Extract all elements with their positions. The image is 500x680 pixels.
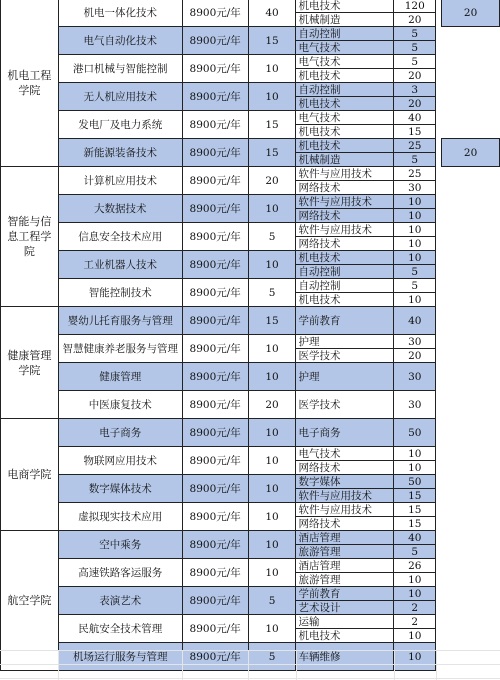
sub-count-cell[interactable]: 10 — [394, 447, 436, 461]
blank-cell — [442, 419, 500, 447]
sub-major-cell[interactable]: 网络技术 — [296, 237, 394, 251]
blank-cell — [442, 391, 500, 419]
tuition-fee-cell[interactable]: 8900元/年 — [182, 615, 248, 643]
sub-count-cell[interactable]: 20 — [394, 349, 436, 363]
sub-count-cell[interactable]: 15 — [394, 517, 436, 531]
plan-count-cell[interactable]: 10 — [248, 559, 296, 587]
sub-major-cell[interactable]: 自动控制 — [296, 27, 394, 41]
sub-major-cell[interactable]: 旅游管理 — [296, 573, 394, 587]
blank-cell — [442, 167, 500, 181]
plan-count-cell[interactable]: 10 — [248, 503, 296, 531]
sub-count-cell[interactable]: 15 — [394, 489, 436, 503]
table-row — [1, 503, 500, 517]
sub-major-cell[interactable]: 车辆维修 — [296, 643, 394, 671]
sub-major-cell[interactable]: 电气技术 — [296, 41, 394, 55]
sub-count-cell[interactable]: 120 — [394, 0, 436, 13]
sub-count-cell[interactable]: 20 — [394, 97, 436, 111]
tuition-fee-cell[interactable]: 8900元/年 — [182, 279, 248, 307]
table-row — [1, 335, 500, 349]
tuition-fee-cell[interactable]: 8900元/年 — [182, 503, 248, 531]
table-row — [1, 559, 500, 573]
sub-major-cell[interactable]: 软件与应用技术 — [296, 167, 394, 181]
blank-cell — [442, 447, 500, 461]
empty-gridline — [0, 664, 500, 665]
table-row — [1, 615, 500, 629]
major-name-cell[interactable]: 工业机器人技术 — [58, 251, 182, 279]
major-name-cell[interactable]: 机场运行服务与管理 — [58, 643, 182, 671]
plan-count-cell[interactable]: 15 — [248, 307, 296, 335]
sub-count-cell[interactable]: 10 — [394, 573, 436, 587]
tuition-fee-cell[interactable]: 8900元/年 — [182, 83, 248, 111]
table-row — [1, 279, 500, 293]
sub-major-cell[interactable]: 软件与应用技术 — [296, 223, 394, 237]
sub-count-cell[interactable]: 10 — [394, 251, 436, 265]
sub-count-cell[interactable]: 10 — [394, 195, 436, 209]
table-row — [1, 531, 500, 545]
tuition-fee-cell[interactable]: 8900元/年 — [182, 391, 248, 419]
sub-count-cell[interactable]: 25 — [394, 139, 436, 153]
blank-cell — [442, 265, 500, 279]
blank-cell — [442, 69, 500, 83]
major-name-cell[interactable]: 大数据技术 — [58, 195, 182, 223]
table-row — [1, 0, 500, 13]
plan-count-cell[interactable]: 20 — [248, 391, 296, 419]
tuition-fee-cell[interactable]: 8900元/年 — [182, 307, 248, 335]
sub-major-cell[interactable]: 机械制造 — [296, 13, 394, 27]
plan-count-cell[interactable]: 10 — [248, 83, 296, 111]
sub-major-cell[interactable]: 旅游管理 — [296, 545, 394, 559]
major-name-cell[interactable]: 智能控制技术 — [58, 279, 182, 307]
blank-cell — [442, 55, 500, 69]
table-body — [1, 0, 500, 671]
blank-cell — [442, 111, 500, 125]
sub-count-cell[interactable]: 20 — [394, 69, 436, 83]
plan-count-cell[interactable]: 10 — [248, 251, 296, 279]
blank-cell — [442, 335, 500, 349]
blank-cell — [442, 489, 500, 503]
table-row — [1, 111, 500, 125]
tuition-fee-cell[interactable]: 8900元/年 — [182, 139, 248, 167]
sub-count-cell[interactable]: 15 — [394, 503, 436, 517]
sub-count-cell[interactable]: 10 — [394, 237, 436, 251]
sub-count-cell[interactable]: 50 — [394, 475, 436, 489]
major-name-cell[interactable]: 机电一体化技术 — [58, 0, 182, 27]
tuition-fee-cell[interactable]: 8900元/年 — [182, 55, 248, 83]
sub-major-cell[interactable]: 自动控制 — [296, 83, 394, 97]
major-name-cell[interactable]: 民航安全技术管理 — [58, 615, 182, 643]
college-name-cell[interactable]: 机电工程学院 — [1, 0, 59, 167]
empty-gridline — [0, 650, 500, 651]
tuition-fee-cell[interactable]: 8900元/年 — [182, 531, 248, 559]
sub-major-cell[interactable]: 医学技术 — [296, 349, 394, 363]
blank-cell — [442, 251, 500, 265]
tuition-fee-cell[interactable]: 8900元/年 — [182, 27, 248, 55]
sub-count-cell[interactable]: 40 — [394, 111, 436, 125]
blank-cell — [442, 209, 500, 223]
blank-cell — [442, 83, 500, 97]
tuition-fee-cell[interactable]: 8900元/年 — [182, 195, 248, 223]
major-name-cell[interactable]: 智慧健康养老服务与管理 — [58, 335, 182, 363]
sub-count-cell[interactable]: 30 — [394, 181, 436, 195]
spacer-cell — [436, 13, 442, 27]
major-name-cell[interactable]: 空中乘务 — [58, 531, 182, 559]
blank-cell — [442, 475, 500, 489]
plan-count-cell[interactable]: 5 — [248, 223, 296, 251]
blank-cell — [442, 41, 500, 55]
plan-count-cell[interactable]: 5 — [248, 643, 296, 671]
plan-count-cell[interactable]: 10 — [248, 531, 296, 559]
sub-major-cell[interactable]: 网络技术 — [296, 209, 394, 223]
sub-count-cell[interactable]: 5 — [394, 27, 436, 41]
major-name-cell[interactable]: 发电厂及电力系统 — [58, 111, 182, 139]
sub-major-cell[interactable]: 酒店管理 — [296, 531, 394, 545]
table-row — [1, 587, 500, 601]
sub-count-cell[interactable]: 10 — [394, 643, 436, 671]
major-name-cell[interactable]: 高速铁路客运服务 — [58, 559, 182, 587]
blank-cell — [442, 97, 500, 111]
tuition-fee-cell[interactable]: 8900元/年 — [182, 223, 248, 251]
table-row — [1, 419, 500, 447]
major-name-cell[interactable]: 电子商务 — [58, 419, 182, 447]
sub-count-cell[interactable]: 50 — [394, 419, 436, 447]
sub-major-cell[interactable]: 艺术设计 — [296, 601, 394, 615]
sub-count-cell[interactable]: 26 — [394, 559, 436, 573]
table-row — [1, 223, 500, 237]
sub-major-cell[interactable]: 自动控制 — [296, 279, 394, 293]
sub-major-cell[interactable]: 护理 — [296, 335, 394, 349]
sub-count-cell[interactable]: 40 — [394, 307, 436, 335]
blank-cell — [442, 27, 500, 41]
sub-count-cell[interactable]: 5 — [394, 265, 436, 279]
sub-major-cell[interactable]: 酒店管理 — [296, 559, 394, 573]
plan-count-cell[interactable]: 10 — [248, 447, 296, 475]
sub-count-cell[interactable]: 5 — [394, 41, 436, 55]
table-row — [1, 195, 500, 209]
plan-count-cell[interactable]: 40 — [248, 0, 296, 27]
empty-gridline — [58, 650, 59, 680]
major-name-cell[interactable]: 婴幼儿托育服务与管理 — [58, 307, 182, 335]
sub-count-cell[interactable]: 10 — [394, 587, 436, 601]
tuition-fee-cell[interactable]: 8900元/年 — [182, 335, 248, 363]
sub-count-cell[interactable]: 3 — [394, 83, 436, 97]
spacer-cell — [436, 153, 442, 167]
sub-major-cell[interactable]: 机械制造 — [296, 153, 394, 167]
plan-count-cell[interactable]: 10 — [248, 615, 296, 643]
major-name-cell[interactable]: 物联网应用技术 — [58, 447, 182, 475]
sub-major-cell[interactable]: 电子商务 — [296, 419, 394, 447]
sub-major-cell[interactable]: 软件与应用技术 — [296, 503, 394, 517]
blank-cell — [442, 461, 500, 475]
major-name-cell[interactable]: 中医康复技术 — [58, 391, 182, 419]
college-name-cell[interactable]: 智能与信息工程学院 — [1, 167, 59, 307]
tuition-fee-cell[interactable]: 8900元/年 — [182, 475, 248, 503]
major-name-cell[interactable]: 虚拟现实技术应用 — [58, 503, 182, 531]
table-row — [1, 55, 500, 69]
major-name-cell[interactable]: 信息安全技术应用 — [58, 223, 182, 251]
college-name-cell[interactable]: 航空学院 — [1, 531, 59, 671]
blank-cell — [442, 279, 500, 293]
major-name-cell[interactable]: 港口机械与智能控制 — [58, 55, 182, 83]
sub-count-cell[interactable]: 5 — [394, 279, 436, 293]
blank-cell — [442, 573, 500, 587]
blank-cell — [442, 181, 500, 195]
sub-count-cell[interactable]: 40 — [394, 531, 436, 545]
sub-major-cell[interactable]: 电气技术 — [296, 447, 394, 461]
table-row — [1, 83, 500, 97]
college-name-cell[interactable]: 电商学院 — [1, 419, 59, 531]
empty-gridline — [182, 650, 183, 680]
sub-major-cell[interactable]: 机电技术 — [296, 629, 394, 643]
sub-count-cell[interactable]: 10 — [394, 223, 436, 237]
blank-cell — [442, 545, 500, 559]
empty-gridline — [394, 650, 395, 680]
blank-cell — [442, 195, 500, 209]
empty-gridline — [248, 650, 249, 680]
major-name-cell[interactable]: 电气自动化技术 — [58, 27, 182, 55]
blank-cell — [442, 517, 500, 531]
plan-count-cell[interactable]: 5 — [248, 587, 296, 615]
sub-count-cell[interactable]: 30 — [394, 335, 436, 349]
blank-cell — [442, 223, 500, 237]
tuition-fee-cell[interactable]: 8900元/年 — [182, 587, 248, 615]
plan-count-cell[interactable]: 15 — [248, 27, 296, 55]
table-row — [1, 251, 500, 265]
sub-major-cell[interactable]: 医学技术 — [296, 391, 394, 419]
blank-cell — [442, 559, 500, 573]
major-name-cell[interactable]: 健康管理 — [58, 363, 182, 391]
sub-count-cell[interactable]: 10 — [394, 209, 436, 223]
table-row — [1, 167, 500, 181]
table-row — [1, 139, 500, 153]
plan-count-cell[interactable]: 10 — [248, 475, 296, 503]
sub-count-cell[interactable]: 20 — [394, 13, 436, 27]
sub-major-cell[interactable]: 学前教育 — [296, 307, 394, 335]
sub-major-cell[interactable]: 机电技术 — [296, 125, 394, 139]
sub-major-cell[interactable]: 网络技术 — [296, 517, 394, 531]
sub-major-cell[interactable]: 网络技术 — [296, 461, 394, 475]
plan-count-cell[interactable]: 10 — [248, 363, 296, 391]
major-name-cell[interactable]: 表演艺术 — [58, 587, 182, 615]
major-name-cell[interactable]: 数字媒体技术 — [58, 475, 182, 503]
sub-major-cell[interactable]: 机电技术 — [296, 139, 394, 153]
sub-count-cell[interactable]: 5 — [394, 55, 436, 69]
tuition-fee-cell[interactable]: 8900元/年 — [182, 559, 248, 587]
sub-count-cell[interactable]: 5 — [394, 153, 436, 167]
sub-major-cell[interactable]: 电气技术 — [296, 55, 394, 69]
sub-major-cell[interactable]: 网络技术 — [296, 181, 394, 195]
sub-major-cell[interactable]: 机电技术 — [296, 69, 394, 83]
sub-major-cell[interactable]: 机电技术 — [296, 293, 394, 307]
sub-major-cell[interactable]: 数字媒体 — [296, 475, 394, 489]
major-name-cell[interactable]: 新能源装备技术 — [58, 139, 182, 167]
sub-count-cell[interactable]: 10 — [394, 629, 436, 643]
sub-count-cell[interactable]: 10 — [394, 293, 436, 307]
empty-gridline — [0, 678, 500, 679]
tuition-fee-cell[interactable]: 8900元/年 — [182, 167, 248, 195]
blank-cell — [442, 125, 500, 139]
extra-quota-cell[interactable]: 20 — [442, 0, 500, 27]
major-name-cell[interactable]: 计算机应用技术 — [58, 167, 182, 195]
tuition-fee-cell[interactable]: 8900元/年 — [182, 447, 248, 475]
table-row — [1, 447, 500, 461]
sub-major-cell[interactable]: 软件与应用技术 — [296, 489, 394, 503]
table-row — [1, 475, 500, 489]
major-name-cell[interactable]: 无人机应用技术 — [58, 83, 182, 111]
sub-major-cell[interactable]: 自动控制 — [296, 265, 394, 279]
table-row — [1, 307, 500, 335]
blank-cell — [442, 363, 500, 391]
sub-major-cell[interactable]: 软件与应用技术 — [296, 195, 394, 209]
sub-major-cell[interactable]: 电气技术 — [296, 111, 394, 125]
blank-cell — [442, 349, 500, 363]
plan-count-cell[interactable]: 15 — [248, 139, 296, 167]
sub-count-cell[interactable]: 10 — [394, 461, 436, 475]
extra-quota-cell[interactable]: 20 — [442, 139, 500, 167]
plan-count-cell[interactable]: 10 — [248, 55, 296, 83]
sub-count-cell[interactable]: 30 — [394, 363, 436, 391]
table-row — [1, 391, 500, 419]
blank-cell — [442, 601, 500, 615]
empty-sheet-area — [0, 650, 500, 680]
sub-major-cell[interactable]: 学前教育 — [296, 587, 394, 601]
sub-count-cell[interactable]: 2 — [394, 601, 436, 615]
blank-cell — [442, 629, 500, 643]
empty-gridline — [436, 650, 437, 680]
tuition-fee-cell[interactable]: 8900元/年 — [182, 643, 248, 671]
plan-count-cell[interactable]: 10 — [248, 335, 296, 363]
blank-cell — [442, 293, 500, 307]
empty-gridline — [296, 650, 297, 680]
sub-major-cell[interactable]: 运输 — [296, 615, 394, 629]
plan-count-cell[interactable]: 5 — [248, 279, 296, 307]
tuition-fee-cell[interactable]: 8900元/年 — [182, 363, 248, 391]
sub-major-cell[interactable]: 机电技术 — [296, 97, 394, 111]
table-row — [1, 27, 500, 41]
plan-count-cell[interactable]: 15 — [248, 111, 296, 139]
tuition-fee-cell[interactable]: 8900元/年 — [182, 251, 248, 279]
sub-major-cell[interactable]: 机电技术 — [296, 0, 394, 13]
tuition-fee-cell[interactable]: 8900元/年 — [182, 0, 248, 27]
blank-cell — [442, 237, 500, 251]
blank-cell — [442, 615, 500, 629]
table-row — [1, 363, 500, 391]
sub-major-cell[interactable]: 护理 — [296, 363, 394, 391]
plan-count-cell[interactable]: 10 — [248, 419, 296, 447]
sub-count-cell[interactable]: 5 — [394, 545, 436, 559]
blank-cell — [442, 587, 500, 601]
sub-count-cell[interactable]: 30 — [394, 391, 436, 419]
sub-count-cell[interactable]: 25 — [394, 167, 436, 181]
plan-count-cell[interactable]: 20 — [248, 167, 296, 195]
blank-cell — [442, 503, 500, 517]
sub-major-cell[interactable]: 机电技术 — [296, 251, 394, 265]
plan-count-cell[interactable]: 10 — [248, 195, 296, 223]
blank-cell — [442, 307, 500, 335]
sub-count-cell[interactable]: 15 — [394, 125, 436, 139]
sub-count-cell[interactable]: 2 — [394, 615, 436, 629]
tuition-fee-cell[interactable]: 8900元/年 — [182, 419, 248, 447]
tuition-fee-cell[interactable]: 8900元/年 — [182, 111, 248, 139]
college-name-cell[interactable]: 健康管理学院 — [1, 307, 59, 419]
blank-cell — [442, 531, 500, 545]
